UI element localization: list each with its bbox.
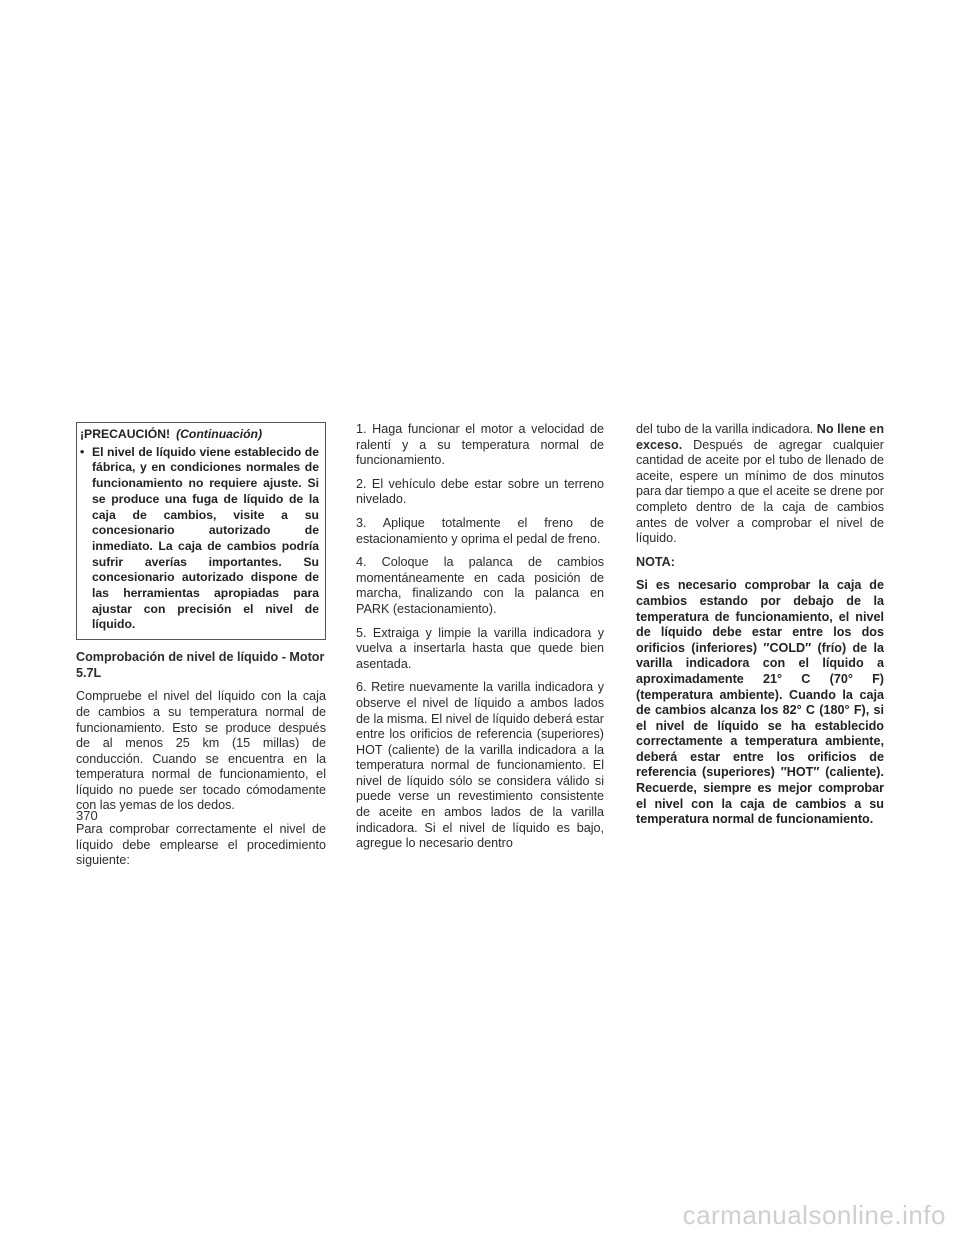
caution-title-text: ¡PRECAUCIÓN!: [80, 427, 171, 441]
watermark-text: carmanualsonline.info: [682, 1200, 946, 1230]
column-middle: [356, 422, 604, 860]
continuation-rest: Después de agregar cualquier cantidad de aceite por el tubo de llenado de aceite, espere un mínimo de dos minutos para dar tiempo a que el aceite se drene por completo dentro de la caja de cambios antes de volver a comprobar el nivel de líquido.: [636, 437, 884, 546]
section-heading: Comprobación de nivel de líquido - Motor 5.7L: [76, 650, 325, 680]
column-left: [76, 422, 326, 877]
step-4: 4. Coloque la palanca de cambios momentáneamente en cada posición de marcha, finalizando con la palanca en PARK (estacionamiento).: [356, 555, 604, 616]
continuation-warning: No llene en exceso.: [636, 422, 885, 452]
caution-bullet-text: El nivel de líquido viene establecido de fábrica, y en condiciones normales de funcionamiento no requiere ajuste. Si se produce una fuga de líquido de la caja de cambios, visite a su concesionario autorizado de inmediato. La caja de cambios podría sufrir averías importantes. Su concesionario autorizado dispone de las herramientas apropiadas para ajustar con precisión el nivel de líquido.: [92, 444, 319, 632]
procedure-intro: Para comprobar correctamente el nivel de líquido debe emplearse el procedimiento siguiente:: [76, 822, 326, 868]
section-intro: Compruebe el nivel del líquido con la caja de cambios a su temperatura normal de funcionamiento. Esto se produce después de al menos 25 km (15 millas) de conducción. Cuando se encuentra en la temperatura normal de funcionamiento, el líquido no puede ser tocado cómodamente con las yemas de los dedos.: [76, 689, 326, 813]
nota-label: NOTA:: [636, 554, 675, 569]
caution-box: [76, 422, 326, 640]
caution-bullet: [80, 445, 319, 633]
bullet-dot: •: [80, 444, 85, 459]
page-number: 370: [76, 808, 98, 823]
caution-continuation: (Continuación): [176, 427, 263, 441]
step-2: 2. El vehículo debe estar sobre un terreno nivelado.: [356, 476, 604, 507]
step-1: 1. Haga funcionar el motor a velocidad de ralentí y a su temperatura normal de funcionamiento.: [356, 422, 604, 468]
continuation-paragraph: [636, 422, 884, 547]
column-right: [636, 422, 884, 836]
step-6: 6. Retire nuevamente la varilla indicadora y observe el nivel de líquido a ambos lados de la misma. El nivel de líquido deberá estar entre los orificios de referencia (superiores) HOT (caliente) de la varilla indicadora a la temperatura normal de funcionamiento. El nivel de líquido sólo se considera válido si puede verse un revestimiento consistente de aceite en ambos lados de la varilla indicadora. Si el nivel de líquido es bajo, agregue lo necesario dentro: [356, 680, 604, 851]
caution-title: [80, 427, 319, 443]
nota-body: Si es necesario comprobar la caja de cambios estando por debajo de la temperatura de funcionamiento, el nivel de líquido debe estar entre los dos orificios (inferiores) ″COLD″ (frío) de la varilla indicadora con el líquido a aproximadamente 21° C (70° F) (temperatura ambiente). Cuando la caja de cambios alcanza los 82° C (180° F), si el nivel de líquido se ha establecido correctamente a temperatura ambiente, deberá estar entre los orificios de referencia (superiores) ″HOT″ (caliente). Recuerde, siempre es mejor comprobar el nivel con la caja de cambios a su temperatura normal de funcionamiento.: [636, 578, 884, 827]
continuation-lead: del tubo de la varilla indicadora.: [636, 422, 814, 436]
step-3: 3. Aplique totalmente el freno de estacionamiento y oprima el pedal de freno.: [356, 515, 604, 546]
step-5: 5. Extraiga y limpie la varilla indicadora y vuelva a insertarla hasta que quede bien asentada.: [356, 625, 604, 671]
